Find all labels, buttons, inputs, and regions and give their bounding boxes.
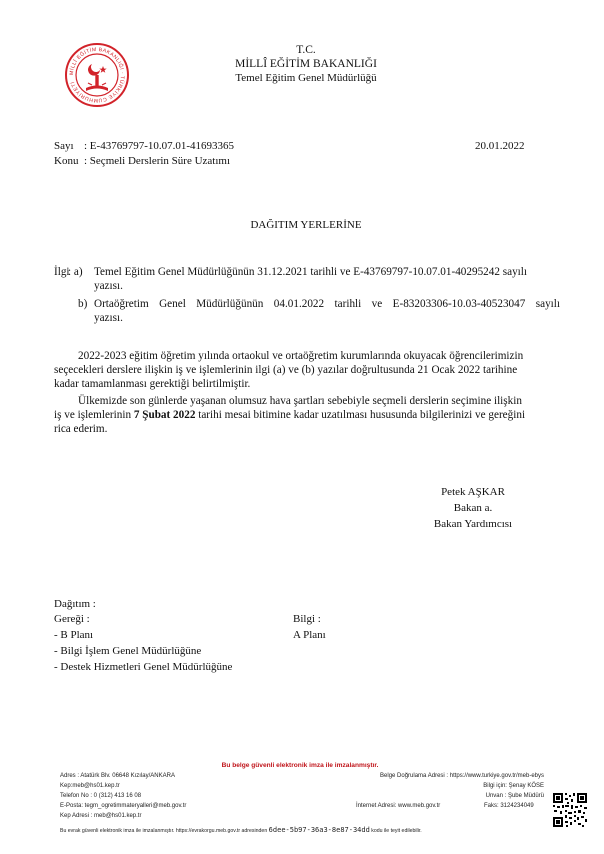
footer-email[interactable]: E-Posta: tegm_ogretimmateryalleri@meb.gov.tr — [60, 803, 187, 809]
footer-verify-link[interactable]: Belge Doğrulama Adresi : https://www.turkiye.gov.tr/meb-ebys — [380, 773, 544, 779]
geregi-item: - B Planı — [54, 629, 94, 641]
ilgi-a-cont: yazısı. — [94, 280, 123, 292]
footer-internet[interactable]: İnternet Adresi: www.meb.gov.tr — [356, 803, 441, 809]
signatory-role1: Bakan a. — [453, 502, 493, 514]
footer-fax: Faks: 3124234049 — [484, 803, 534, 809]
qr-code-icon — [552, 792, 588, 828]
header-directorate: Temel Eğitim Genel Müdürlüğü — [235, 72, 377, 84]
header-tc: T.C. — [296, 44, 316, 56]
ilgi-a-text: Temel Eğitim Genel Müdürlüğünün 31.12.2021 tarihli ve E-43769797-10.07.01-40295242 sayılı — [94, 266, 527, 278]
ilgi-b-prefix: b) — [78, 298, 88, 310]
paragraph1-line3: kadar tamamlanması gerektiği belirtilmiştir. — [54, 378, 251, 390]
footer-phone: Telefon No : 0 (312) 413 16 08 — [60, 793, 142, 799]
verification-code: 6dee-5b97-36a3-8e87-34dd — [268, 826, 370, 834]
sayi-label: Sayı — [54, 140, 74, 152]
footer-contact: Bilgi için: Şenay KÖSE — [483, 783, 544, 789]
sayi-value: : E-43769797-10.07.01-41693365 — [84, 140, 235, 152]
addressee-heading: DAĞITIM YERLERİNE — [250, 219, 362, 231]
paragraph2-line1: Ülkemizde son günlerde yaşanan olumsuz hava şartları sebebiyle seçmeli derslerin seçimine ilişkin — [78, 395, 522, 407]
signatory-name: Petek AŞKAR — [441, 486, 505, 498]
document-date: 20.01.2022 — [475, 140, 525, 152]
svg-text:MİLLÎ EĞİTİM BAKANLIĞI · TÜRKİ — [69, 47, 126, 103]
footer-address: Adres : Atatürk Blv. 06648 Kızılay/ANKARA — [60, 773, 175, 779]
konu-value: : Seçmeli Derslerin Süre Uzatımı — [84, 155, 231, 167]
ilgi-label: İlgi — [54, 266, 70, 278]
footer-bottom-pre: Bu evrak güvenli elektronik imza ile imzalanmıştır. https://evrakorgu.meb.gov.tr adresinden — [60, 828, 268, 834]
footer-kep-address: Kep Adresi : meb@hs01.kep.tr — [60, 813, 142, 819]
ilgi-a-prefix: : a) — [68, 266, 83, 278]
paragraph2-line3: rica ederim. — [54, 423, 108, 435]
e-signature-note: Bu belge güvenli elektronik imza ile imzalanmıştır. — [221, 762, 379, 769]
paragraph2-line2-pre: iş ve işlemlerinin — [54, 409, 132, 421]
extension-date: 7 Şubat 2022 — [133, 409, 196, 421]
footer-bottom-post: kodu ile teyit edilebilir. — [371, 828, 422, 834]
konu-label: Konu — [54, 155, 79, 167]
bilgi-item: A Planı — [293, 629, 326, 641]
footer-kep: Kep:meb@hs01.kep.tr — [60, 783, 120, 789]
geregi-label: Gereği : — [54, 613, 90, 625]
paragraph1-line1: 2022-2023 eğitim öğretim yılında ortaokul ve ortaöğretim kurumlarında okuyacak öğrencilerimizin — [78, 350, 524, 362]
footer-title: Unvan : Şube Müdürü — [485, 793, 544, 799]
header-ministry: MİLLÎ EĞİTİM BAKANLIĞI — [235, 58, 377, 70]
paragraph2-line2 — [54, 408, 525, 422]
paragraph2-line2-post: tarihi mesai bitimine kadar uzatılması hususunda bilgilerinizi ve gereğini — [198, 409, 526, 421]
bilgi-label: Bilgi : — [293, 613, 321, 625]
geregi-item: - Destek Hizmetleri Genel Müdürlüğüne — [54, 661, 233, 673]
ministry-seal-logo — [64, 42, 130, 108]
geregi-item: - Bilgi İşlem Genel Müdürlüğüne — [54, 645, 202, 657]
footer-verification-line — [60, 826, 422, 834]
seal-lettering: MİLLÎ EĞİTİM BAKANLIĞI · TÜRKİYE CUMHURİYETİ — [68, 46, 126, 104]
signatory-role2: Bakan Yardımcısı — [433, 518, 513, 530]
ilgi-b-cont: yazısı. — [94, 312, 123, 324]
distribution-title: Dağıtım : — [54, 598, 96, 610]
paragraph1-line2: seçecekleri derslere ilişkin iş ve işlemlerinin ilgi (a) ve (b) yazılar doğrultusunda 21 Ocak 2022 tarihine — [54, 364, 518, 376]
ilgi-b-text: Ortaöğretim Genel Müdürlüğünün 04.01.2022 tarihli ve E-83203306-10.03-40523047 sayılı — [94, 298, 560, 310]
